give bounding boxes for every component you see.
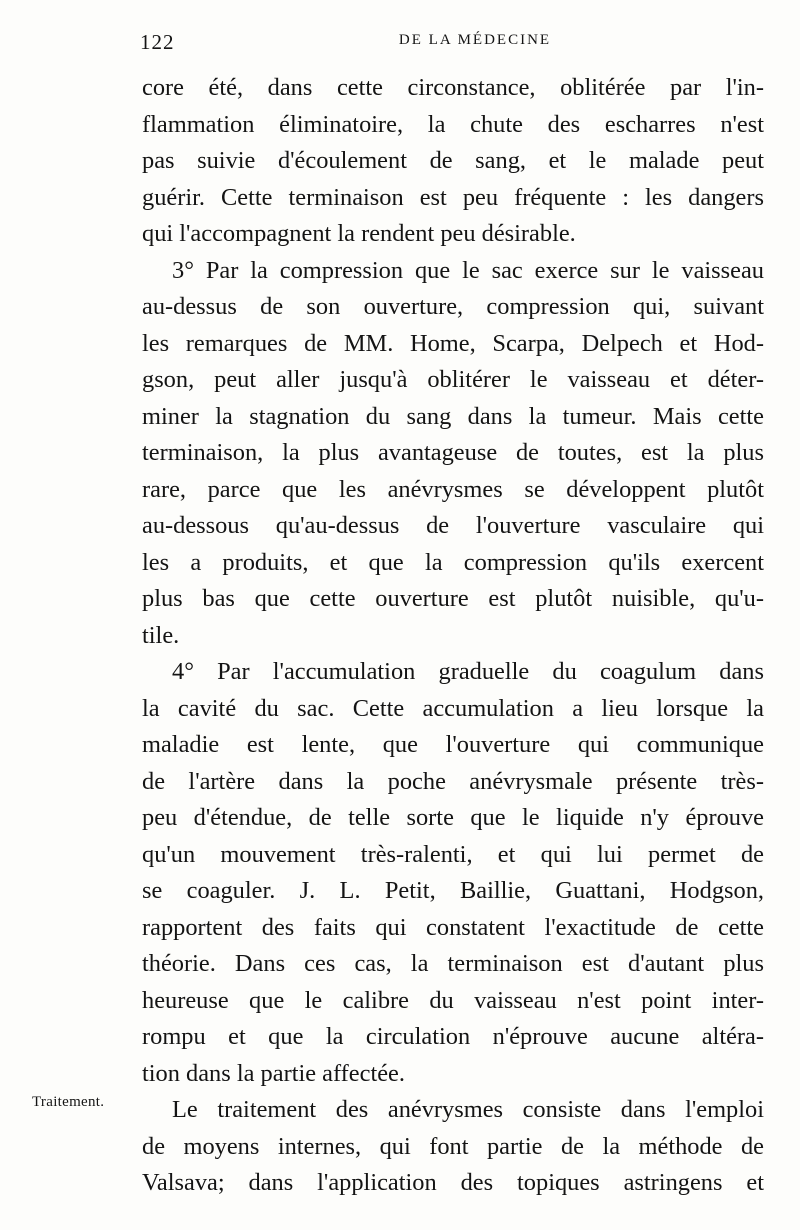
text-line: rapportent des faits qui constatent l'exactitude de cette — [142, 913, 764, 941]
text-line: au-dessous qu'au-dessus de l'ouverture vasculaire qui — [142, 512, 764, 539]
text-line: la cavité du sac. Cette accumulation a lieu lorsque la — [142, 694, 764, 722]
text-line: se coaguler. J. L. Petit, Baillie, Guattani, Hodgson, — [142, 877, 764, 904]
text-line: miner la stagnation du sang dans la tumeur. Mais cette — [142, 402, 764, 430]
text-line: heureuse que le calibre du vaisseau n'est point inter- — [142, 986, 764, 1014]
running-head: DE LA MÉDECINE — [398, 32, 552, 48]
text-line: qu'un mouvement très-ralenti, et qui lui permet de — [142, 840, 764, 868]
text-line: pas suivie d'écoulement de sang, et le malade peut — [142, 147, 764, 174]
text-line: gson, peut aller jusqu'à oblitérer le vaisseau et déter- — [142, 366, 764, 393]
body-text — [142, 70, 764, 1202]
text-line: les remarques de MM. Home, Scarpa, Delpech et Hod- — [142, 329, 764, 357]
page-number: 122 — [140, 30, 175, 54]
text-line: flammation éliminatoire, la chute des escharres n'est — [142, 110, 764, 138]
text-line: de moyens internes, qui font partie de la méthode de — [142, 1132, 764, 1160]
text-line: qui l'accompagnent la rendent peu désirable. — [142, 220, 576, 247]
text-line: théorie. Dans ces cas, la terminaison est d'autant plus — [142, 950, 764, 977]
text-line: plus bas que cette ouverture est plutôt nuisible, qu'u- — [142, 585, 764, 612]
text-line: terminaison, la plus avantageuse de toutes, est la plus — [142, 439, 764, 466]
text-line: peu d'étendue, de telle sorte que le liquide n'y éprouve — [142, 804, 764, 831]
text-line: core été, dans cette circonstance, oblitérée par l'in- — [142, 74, 764, 101]
text-line: rare, parce que les anévrysmes se développent plutôt — [142, 475, 764, 503]
text-line: Le traitement des anévrysmes consiste dans l'emploi — [172, 1096, 764, 1123]
text-line: les a produits, et que la compression qu'ils exercent — [142, 548, 764, 576]
text-line: guérir. Cette terminaison est peu fréquente : les dangers — [142, 183, 764, 211]
page-header — [140, 30, 760, 60]
text-line: rompu et que la circulation n'éprouve aucune altéra- — [142, 1023, 764, 1050]
text-line: tion dans la partie affectée. — [142, 1059, 405, 1087]
text-line: maladie est lente, que l'ouverture qui communique — [142, 731, 764, 758]
text-line: au-dessus de son ouverture, compression qui, suivant — [142, 293, 764, 320]
text-line: tile. — [142, 621, 180, 649]
text-line: 4° Par l'accumulation graduelle du coagulum dans — [172, 658, 764, 685]
text-line: Valsava; dans l'application des topiques astringens et — [142, 1169, 764, 1196]
text-line: 3° Par la compression que le sac exerce sur le vaisseau — [172, 256, 764, 284]
margin-note: Traitement. — [32, 1094, 105, 1110]
text-line: de l'artère dans la poche anévrysmale présente très- — [142, 767, 764, 795]
